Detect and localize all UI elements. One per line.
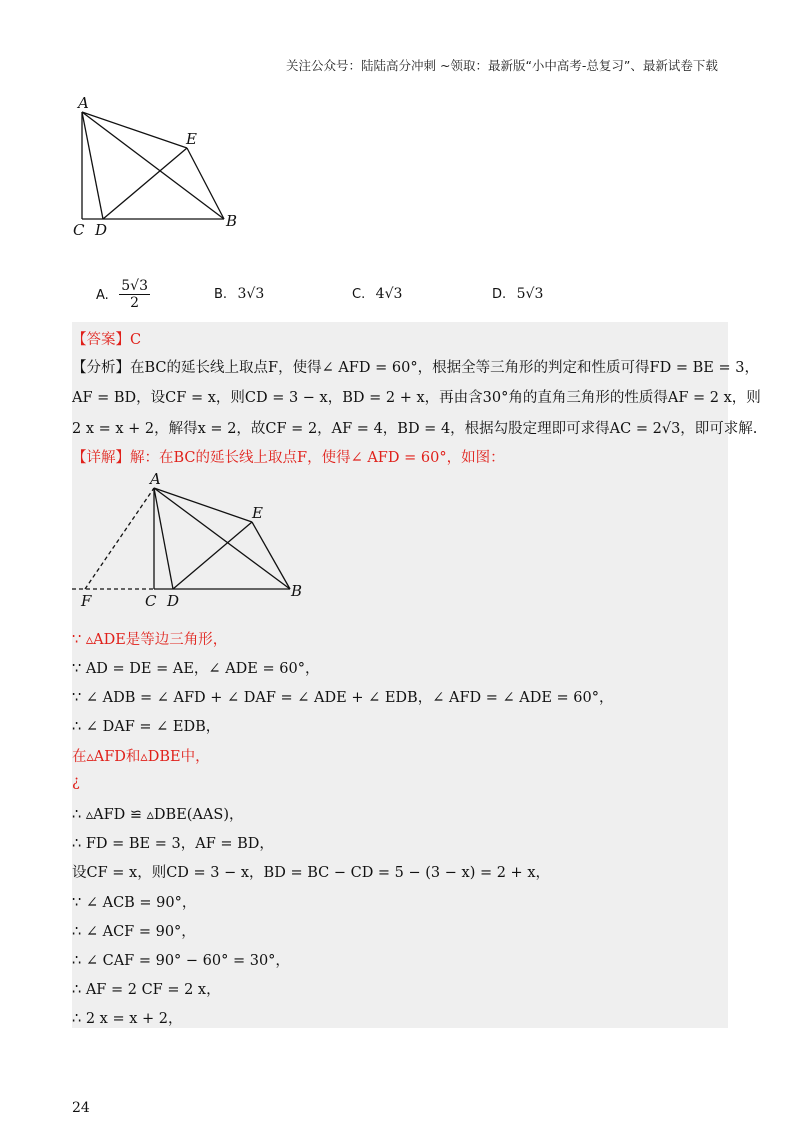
answer-line: 【答案】C — [72, 332, 142, 348]
option-a[interactable]: A. $\frac{5√3}{2}$ — [96, 278, 148, 311]
fig2-label-D: D — [167, 592, 180, 607]
option-d-value: 5√3 — [516, 286, 544, 302]
fig2-label-E: E — [252, 504, 263, 522]
detail-line: 【详解】解：在BC的延长线上取点F，使得∠ AFD = 60°，如图： — [72, 450, 505, 466]
option-c[interactable]: C. 4√3 — [352, 286, 403, 302]
fig2-label-C: C — [145, 592, 157, 607]
analysis-line-1: 【分析】在BC的延长线上取点F，使得∠ AFD = 60°，根据全等三角形的判定和性质可得FD = BE = 3， — [72, 360, 759, 376]
option-c-value: 4√3 — [375, 286, 403, 302]
label-A: A — [78, 94, 89, 112]
step-3: ∵ ∠ ADB = ∠ AFD + ∠ DAF = ∠ ADE + ∠ EDB，∠ AFD = ∠ ADE = 60°， — [72, 690, 614, 706]
label-E: E — [186, 130, 197, 148]
step-13: ∴ AF = 2 CF = 2 x， — [72, 982, 221, 998]
geometry-figure-1 — [66, 92, 256, 242]
step-1: ∵ ▵ADE是等边三角形， — [72, 632, 228, 648]
fig2-label-F: F — [81, 592, 92, 607]
option-d[interactable]: D. 5√3 — [492, 286, 544, 302]
solution-panel — [72, 322, 761, 1028]
analysis-line-2: AF = BD，设CF = x，则CD = 3 − x，BD = 2 + x，再由含30°角的直角三角形的性质得AF = 2 x，则 — [72, 390, 761, 406]
fig2-label-A: A — [150, 472, 161, 488]
step-8: ∴ FD = BE = 3，AF = BD， — [72, 836, 274, 852]
option-b-value: 3√3 — [237, 286, 265, 302]
page-header: 关注公众号：陆陆高分冲刺 ~领取：最新版“小中高考-总复习”、最新试卷下载 — [286, 58, 718, 73]
page-number: 24 — [72, 1100, 90, 1116]
geometry-figure-2 — [72, 472, 312, 607]
label-D: D — [95, 221, 108, 239]
step-12: ∴ ∠ CAF = 90° − 60° = 30°， — [72, 953, 290, 969]
step-2: ∵ AD = DE = AE，∠ ADE = 60°， — [72, 661, 320, 677]
fig2-label-B: B — [291, 582, 303, 600]
answer-options — [96, 278, 696, 318]
step-5: 在▵AFD和▵DBE中， — [72, 749, 210, 765]
step-6: ¿ — [72, 774, 80, 790]
option-b[interactable]: B. 3√3 — [214, 286, 265, 302]
step-9: 设CF = x，则CD = 3 − x，BD = BC − CD = 5 − (3 − x) = 2 + x， — [72, 865, 550, 881]
label-B: B — [226, 212, 238, 230]
step-11: ∴ ∠ ACF = 90°， — [72, 924, 196, 940]
step-14: ∴ 2 x = x + 2， — [72, 1011, 183, 1027]
step-7: ∴ ▵AFD ≌ ▵DBE(AAS)， — [72, 807, 244, 823]
step-10: ∵ ∠ ACB = 90°， — [72, 895, 197, 911]
fraction: $\frac{5√3}{2}$ — [121, 278, 148, 311]
step-4: ∴ ∠ DAF = ∠ EDB， — [72, 719, 221, 735]
analysis-line-3: 2 x = x + 2，解得x = 2，故CF = 2，AF = 4，BD = 4，根据勾股定理即可求得AC = 2√3，即可求解. — [72, 421, 758, 437]
label-C: C — [73, 221, 85, 239]
